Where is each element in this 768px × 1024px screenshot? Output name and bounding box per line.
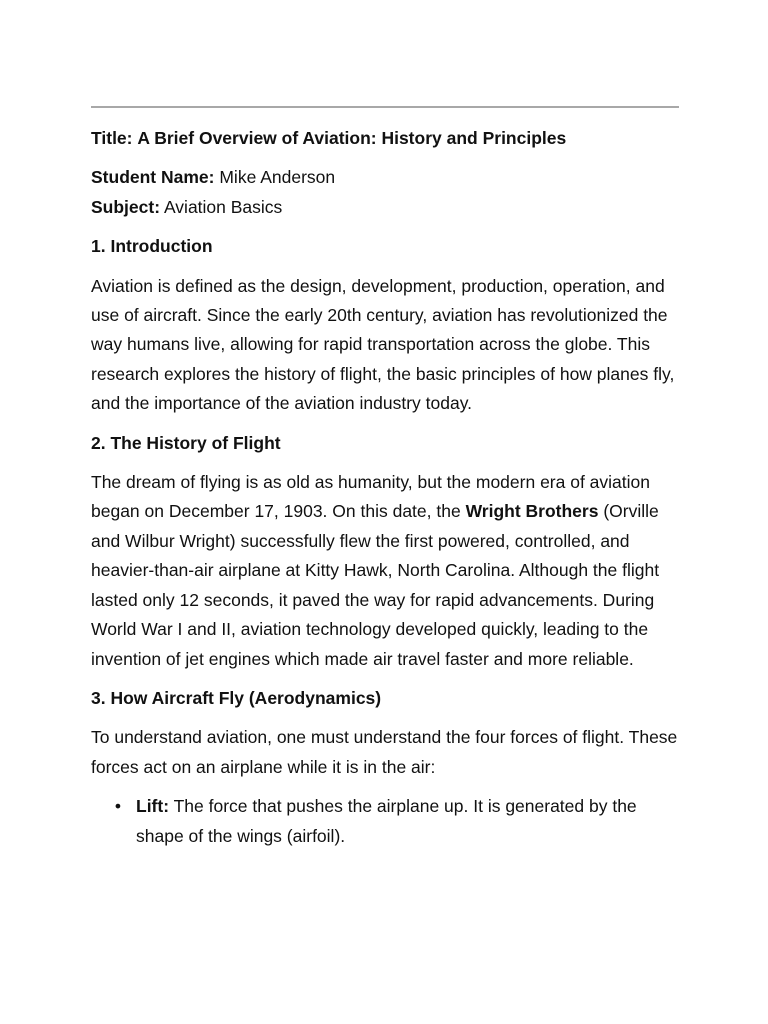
document-content	[91, 124, 681, 851]
history-paragraph	[91, 468, 681, 674]
student-name-line	[91, 163, 681, 192]
history-text-before: The dream of flying is as old as humanity, but the modern era of aviation began on December 17, 1903. On this date, the	[91, 472, 651, 522]
forces-list	[91, 792, 681, 851]
student-name-label: Student Name:	[91, 167, 215, 188]
title-text: A Brief Overview of Aviation: History and Principles	[137, 128, 567, 148]
wright-brothers-bold: Wright Brothers	[465, 501, 599, 522]
header-divider	[91, 106, 679, 108]
document-title	[91, 124, 681, 153]
subject-line	[91, 193, 681, 222]
lift-label: Lift:	[136, 796, 170, 817]
document-meta	[91, 163, 681, 222]
subject-value: Aviation Basics	[163, 196, 283, 217]
introduction-paragraph: Aviation is defined as the design, development, production, operation, and use of aircraft. Since the early 20th century, aviation has revolutionized the way humans live, allowing for rapid transportation across the globe. This research explores the history of flight, the basic principles of how planes fly, and the importance of the aviation industry today.	[91, 275, 675, 414]
lift-text: The force that pushes the airplane up. It is generated by the shape of the wings (airfoil).	[136, 796, 637, 846]
section-heading-aerodynamics: 3. How Aircraft Fly (Aerodynamics)	[91, 687, 382, 708]
aerodynamics-paragraph: To understand aviation, one must understand the four forces of flight. These forces act on an airplane while it is in the air:	[91, 727, 678, 777]
title-label: Title:	[91, 128, 133, 148]
section-heading-history: 2. The History of Flight	[91, 432, 281, 453]
history-text-after: (Orville and Wilbur Wright) successfully flew the first powered, controlled, and heavier-than-air airplane at Kitty Hawk, North Carolina. Although the flight lasted only 12 seconds, it paved the way for rapid advancements. During World War I and II, aviation technology developed quickly, leading to the invention of jet engines which made air travel faster and more reliable.	[91, 501, 660, 669]
section-heading-introduction: 1. Introduction	[91, 236, 213, 257]
student-name-value: Mike Anderson	[219, 167, 336, 188]
subject-label: Subject:	[91, 196, 161, 217]
bullet-marker: •	[114, 796, 122, 817]
list-item-lift	[91, 792, 681, 851]
